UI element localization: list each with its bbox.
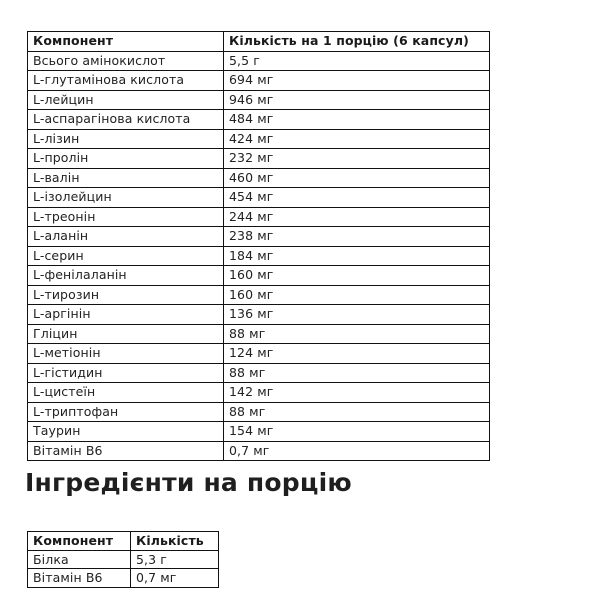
component-cell: L-треонін	[28, 207, 224, 227]
table-row	[28, 324, 490, 344]
header-amount-per-serving: Кількість на 1 порцію (6 капсул)	[224, 32, 490, 52]
section-heading: Інгредієнти на порцію	[25, 468, 352, 497]
amount-cell: 124 мг	[224, 344, 490, 364]
header-component: Компонент	[28, 532, 131, 551]
ingredients-table	[27, 531, 219, 588]
table-row	[28, 344, 490, 364]
amount-cell: 154 мг	[224, 422, 490, 442]
table-row	[28, 266, 490, 286]
table-body	[28, 550, 219, 587]
table-row	[28, 550, 219, 569]
amount-cell: 460 мг	[224, 168, 490, 188]
component-cell: L-аспарагінова кислота	[28, 110, 224, 130]
amount-cell: 160 мг	[224, 285, 490, 305]
component-cell: Таурин	[28, 422, 224, 442]
component-cell: L-цистеїн	[28, 383, 224, 403]
table-row	[28, 149, 490, 169]
amount-cell: 232 мг	[224, 149, 490, 169]
amount-cell: 0,7 мг	[224, 441, 490, 461]
amount-cell: 88 мг	[224, 324, 490, 344]
amount-cell: 946 мг	[224, 90, 490, 110]
table-row	[28, 285, 490, 305]
amount-cell: 424 мг	[224, 129, 490, 149]
component-cell: Всього амінокислот	[28, 51, 224, 71]
component-cell: Гліцин	[28, 324, 224, 344]
component-cell: Білка	[28, 550, 131, 569]
table-row	[28, 441, 490, 461]
component-cell: L-пролін	[28, 149, 224, 169]
component-cell: L-ізолейцин	[28, 188, 224, 208]
table-row	[28, 305, 490, 325]
component-cell: L-аргінін	[28, 305, 224, 325]
amount-cell: 484 мг	[224, 110, 490, 130]
component-cell: L-тирозин	[28, 285, 224, 305]
table-row	[28, 188, 490, 208]
amount-cell: 184 мг	[224, 246, 490, 266]
amount-cell: 88 мг	[224, 402, 490, 422]
header-component: Компонент	[28, 32, 224, 52]
table-row	[28, 207, 490, 227]
amount-cell: 88 мг	[224, 363, 490, 383]
table-row	[28, 422, 490, 442]
component-cell: Вітамін В6	[28, 441, 224, 461]
amount-cell: 160 мг	[224, 266, 490, 286]
table-row	[28, 51, 490, 71]
table-body	[28, 51, 490, 461]
component-cell: L-аланін	[28, 227, 224, 247]
amount-cell: 5,5 г	[224, 51, 490, 71]
table-row	[28, 227, 490, 247]
component-cell: L-фенілаланін	[28, 266, 224, 286]
header-amount: Кількість	[131, 532, 219, 551]
table-header-row	[28, 532, 219, 551]
amount-cell: 694 мг	[224, 71, 490, 91]
amino-acid-table	[27, 31, 490, 461]
table-row	[28, 363, 490, 383]
amount-cell: 244 мг	[224, 207, 490, 227]
amount-cell: 136 мг	[224, 305, 490, 325]
component-cell: L-лейцин	[28, 90, 224, 110]
table-row	[28, 71, 490, 91]
amount-cell: 0,7 мг	[131, 569, 219, 588]
component-cell: L-лізин	[28, 129, 224, 149]
component-cell: L-валін	[28, 168, 224, 188]
table-row	[28, 246, 490, 266]
amount-cell: 454 мг	[224, 188, 490, 208]
table-row	[28, 168, 490, 188]
amount-cell: 142 мг	[224, 383, 490, 403]
table-row	[28, 402, 490, 422]
table-header-row	[28, 32, 490, 52]
component-cell: L-триптофан	[28, 402, 224, 422]
table-row	[28, 129, 490, 149]
amount-cell: 238 мг	[224, 227, 490, 247]
component-cell: Вітамін В6	[28, 569, 131, 588]
table-row	[28, 90, 490, 110]
table-row	[28, 569, 219, 588]
component-cell: L-глутамінова кислота	[28, 71, 224, 91]
table-row	[28, 383, 490, 403]
component-cell: L-метіонін	[28, 344, 224, 364]
component-cell: L-серин	[28, 246, 224, 266]
table-row	[28, 110, 490, 130]
amount-cell: 5,3 г	[131, 550, 219, 569]
component-cell: L-гістидин	[28, 363, 224, 383]
